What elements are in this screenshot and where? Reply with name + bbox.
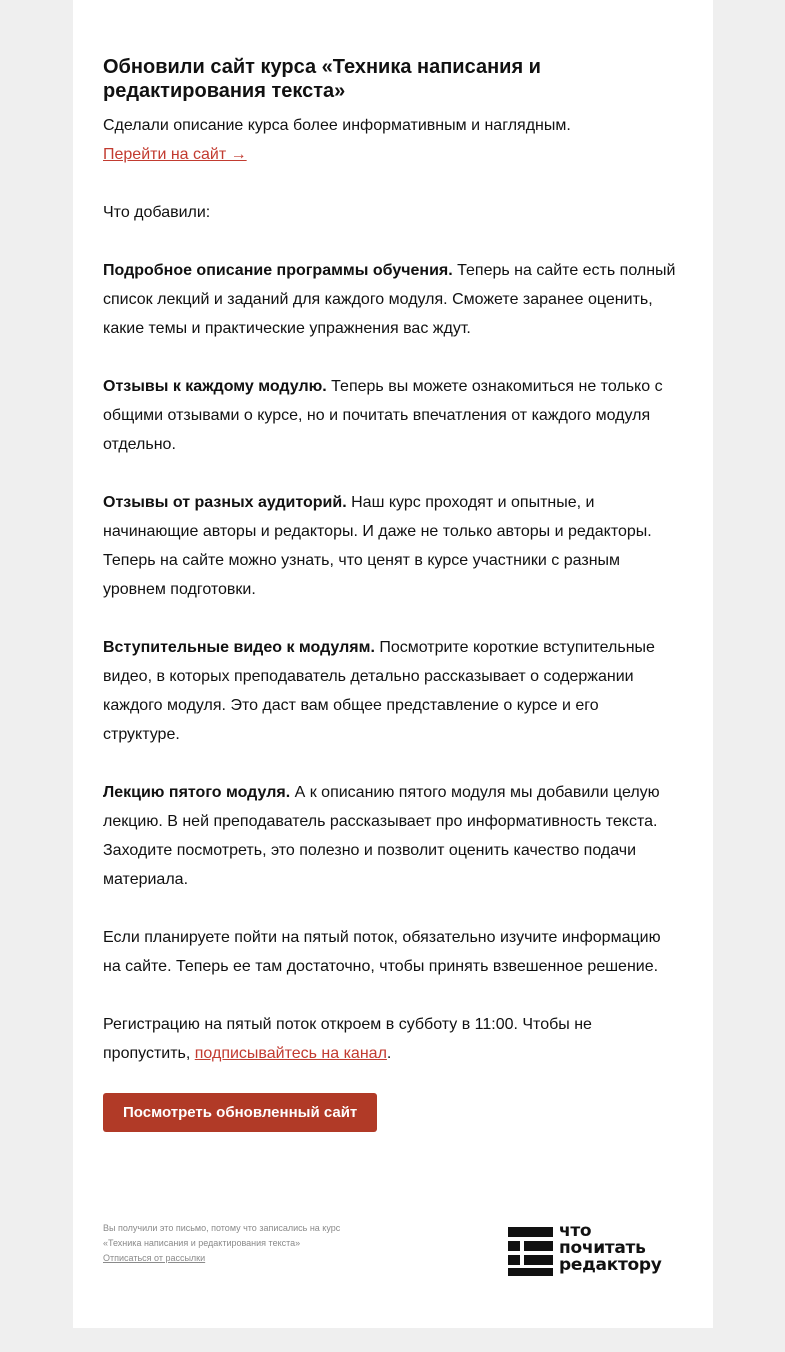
feature-title: Вступительные видео к модулям. xyxy=(103,639,375,656)
email-card xyxy=(73,0,713,1328)
feature-paragraph xyxy=(103,488,678,604)
feature-paragraph xyxy=(103,778,678,894)
feature-text: Теперь вы можете ознакомиться не только с общими отзывами о курсе, но и почитать впечатления от каждого модуля отдельно. xyxy=(103,378,663,453)
added-heading: Что добавили: xyxy=(103,204,211,221)
unsubscribe-link[interactable]: Отписаться от рассылки xyxy=(103,1253,206,1263)
channel-link[interactable]: подписывайтесь на канал xyxy=(194,1045,387,1062)
logo-line: что xyxy=(559,1221,592,1241)
email-title: Обновили сайт курса «Техника написания и редактирования текста» xyxy=(103,56,541,102)
advice-text: Если планируете пойти на пятый поток, обязательно изучите информацию на сайте. Теперь ее там достаточно, чтобы принять взвешенное решение. xyxy=(103,929,661,975)
feature-title: Отзывы от разных аудиторий. xyxy=(103,494,347,511)
logo-line: почитать xyxy=(559,1238,646,1258)
feature-title: Лекцию пятого модуля. xyxy=(103,784,291,801)
brand-logo[interactable] xyxy=(508,1221,688,1278)
view-site-button[interactable]: Посмотреть обновленный сайт xyxy=(103,1093,377,1132)
footer-reason-line: «Техника написания и редактирования текста» xyxy=(103,1238,301,1248)
feature-text: Теперь на сайте есть полный список лекций и заданий для каждого модуля. Сможете заранее оценить, какие темы и практические упражнения вас ждут. xyxy=(103,262,676,337)
logo-text xyxy=(559,1223,662,1274)
intro-text: Сделали описание курса более информативным и наглядным. xyxy=(103,117,571,134)
registration-end: . xyxy=(386,1045,392,1062)
feature-text: А к описанию пятого модуля мы добавили целую лекцию. В ней преподаватель рассказывает про информативность текста. Заходите посмотреть, это полезно и позволит оценить качество подачи материала. xyxy=(103,784,660,888)
footer-notice xyxy=(103,1221,403,1266)
logo-bars-icon xyxy=(508,1227,553,1275)
feature-title: Подробное описание программы обучения. xyxy=(103,262,453,279)
feature-paragraph xyxy=(103,633,678,749)
feature-text: Посмотрите короткие вступительные видео, в которых преподаватель детально рассказывает о содержании каждого модуля. Это даст вам общее представление о курсе и его структуре. xyxy=(103,639,655,743)
registration-lead: Регистрацию на пятый поток откроем в субботу в 11:00. Чтобы не пропустить, xyxy=(103,1016,592,1062)
feature-paragraph xyxy=(103,372,678,459)
feature-title: Отзывы к каждому модулю. xyxy=(103,378,327,395)
feature-paragraph xyxy=(103,256,678,343)
logo-line: редактору xyxy=(559,1255,662,1275)
footer-reason-line: Вы получили это письмо, потому что записались на курс xyxy=(103,1223,341,1233)
feature-text: Наш курс проходят и опытные, и начинающие авторы и редакторы. И даже не только авторы и редакторы. Теперь на сайте можно узнать, что ценят в курсе участники с разным уровнем подготовки. xyxy=(103,494,652,598)
site-link[interactable]: Перейти на сайт → xyxy=(103,146,247,163)
email-content xyxy=(103,55,678,1068)
registration-text xyxy=(103,1010,678,1068)
